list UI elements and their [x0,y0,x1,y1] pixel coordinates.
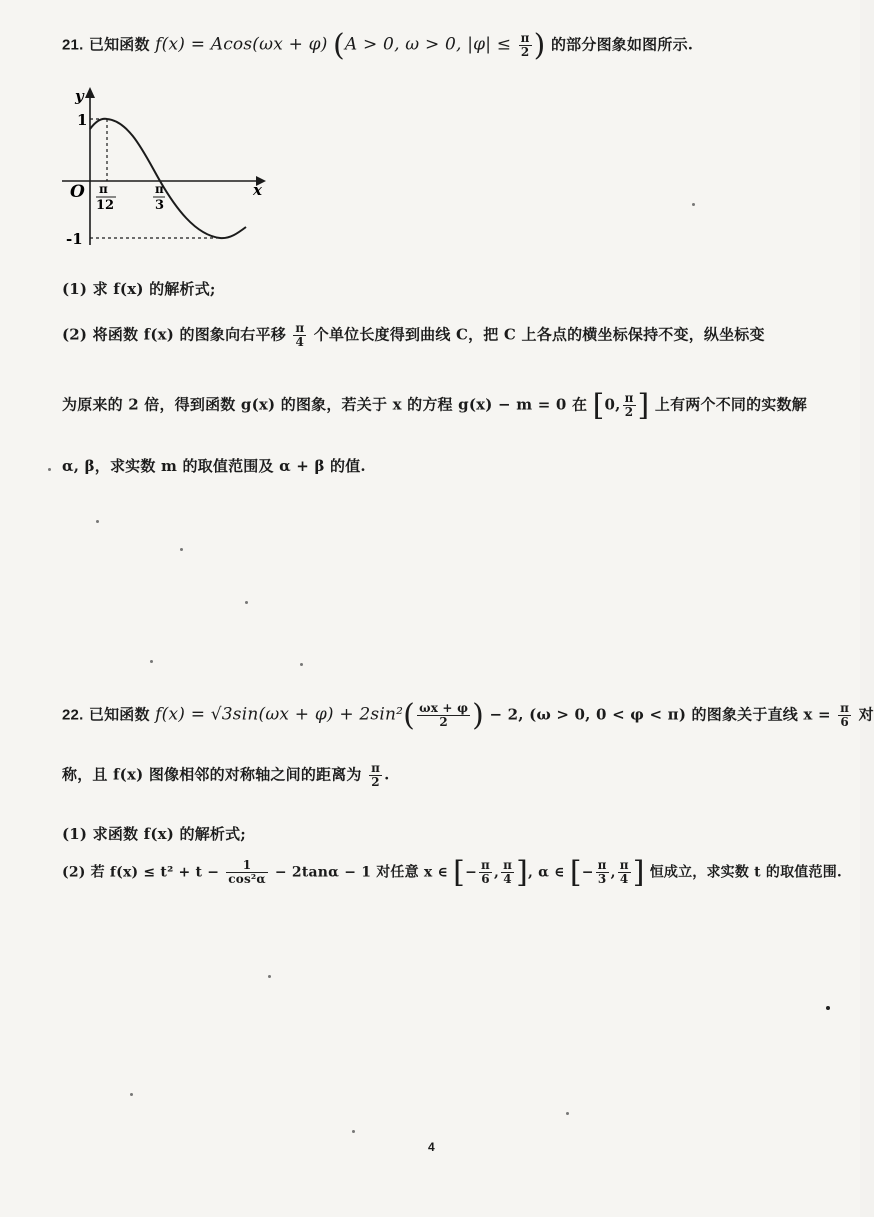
q21-graph [60,85,280,255]
q21-number: 21. [62,36,84,54]
q22-cos-fraction: $\frac{1}{\text{cos²α}}$ [228,858,266,886]
origin-label: O [70,182,85,202]
y-tick-top: 1 [77,111,88,129]
y-axis-label: y [75,87,84,105]
q22-expr: f(x) = √3sin(ωx + φ) + 2sin² [155,704,404,725]
scan-speck [150,660,153,663]
x-tick1-num: π [99,182,108,196]
x-tick1-den: 12 [96,198,115,213]
q21-cond-fraction: $\frac{\pi}{2}$ [520,31,530,59]
scan-speck [96,520,99,523]
scan-speck [245,601,248,604]
q21-stem-suffix: 的部分图象如图所示. [550,35,694,54]
y-tick-bottom: -1 [66,230,83,248]
q21-part2-line1: (2) 将函数 f(x) 的图象向右平移 $\frac{\pi}{4}$ 个单位长度得到曲线 C，把 C 上各点的横坐标保持不变，纵坐标变 [62,321,765,349]
q21-conditions: A > 0, ω > 0, |φ| ≤ [344,34,512,55]
q21-part2-line3: α, β，求实数 m 的取值范围及 α + β 的值. [62,457,366,475]
cosine-curve [90,119,246,238]
scan-speck [826,1006,830,1010]
scan-speck [566,1112,569,1115]
q21-interval: 0, [604,395,621,414]
scan-speck [180,548,183,551]
q22-part1: (1) 求函数 f(x) 的解析式; [62,825,247,843]
scan-speck [48,468,51,471]
q21-stem-prefix: 已知函数 [88,35,150,54]
scan-speck [130,1093,133,1096]
q21-function-expr: f(x) = Acos(ωx + φ) [155,34,328,55]
x-axis-label: x [253,181,262,199]
q22-stem-line1: 22. 已知函数 f(x) = √3sin(ωx + φ) + 2sin²( $\frac{\omega x + \varphi}{2}$ ) − 2, (ω > 0, 0 < φ < π) 的图象关于直线 x = $\frac{\pi}{6}$ 对 [62,698,874,733]
q22-axis-fraction: $\frac{\pi}{6}$ [840,701,850,729]
q21-stem: 21. 已知函数 f(x) = Acos(ωx + φ) (A > 0, ω > 0, |φ| ≤ $\frac{\pi}{2}$ ) 的部分图象如图所示. [62,28,694,63]
x-tick2-den: 3 [155,198,165,213]
x-tick2-num: π [155,182,164,196]
y-axis-arrow [85,87,95,98]
q21-part2-line2: 为原来的 2 倍，得到函数 g(x) 的图象，若关于 x 的方程 g(x) − m = 0 在 [0, $\frac{\pi}{2}$ ] 上有两个不同的实数解 [62,388,807,423]
q21-shift-fraction: $\frac{\pi}{4}$ [295,321,305,349]
q21-part1: (1) 求 f(x) 的解析式; [62,280,216,298]
q22-stem-line2: 称，且 f(x) 图像相邻的对称轴之间的距离为 $\frac{\pi}{2}$ . [62,761,390,789]
scan-speck [352,1130,355,1133]
q22-number: 22. [62,706,84,724]
q22-part2: (2) 若 f(x) ≤ t² + t − $\frac{1}{\text{cos²α}}$ − 2tanα − 1 对任意 x ∈ [− $\frac{\pi}{6}$ , $\frac{\pi}{4}$ ], α ∈ [− $\frac{\pi}{3}$ , $\frac{\pi}{4}$ ] 恒成立，求实数 t 的取值范围. [62,855,842,890]
scan-speck [300,663,303,666]
page-mark: 4 [428,1140,435,1154]
scan-speck [692,203,695,206]
q22-distance-fraction: $\frac{\pi}{2}$ [371,761,381,789]
scan-speck [268,975,271,978]
